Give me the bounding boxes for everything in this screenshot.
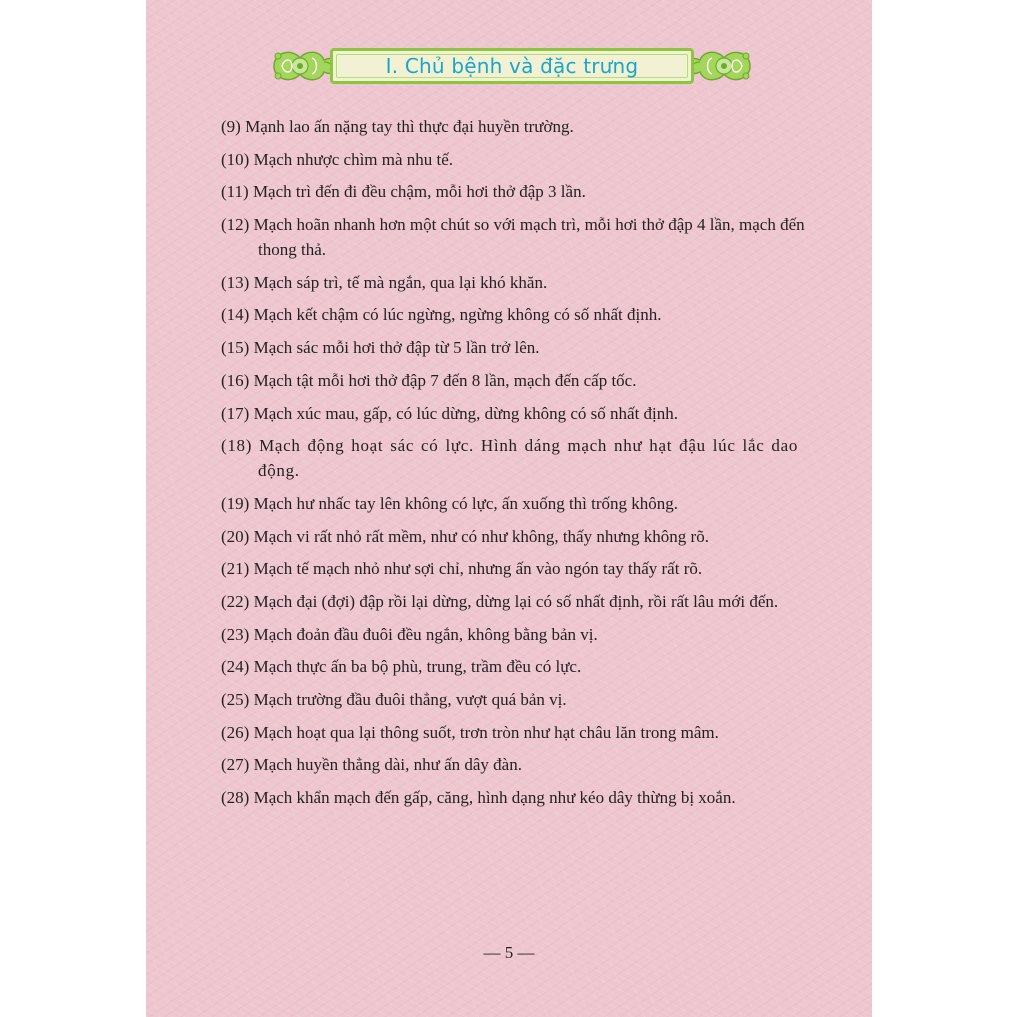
list-item: (10) Mạch nhược chìm mà nhu tế. xyxy=(221,149,454,169)
list-item: (24) Mạch thực ấn ba bộ phù, trung, trầm đều có lực. xyxy=(221,657,582,677)
book-page xyxy=(146,0,872,1017)
list-item: (13) Mạch sáp trì, tế mà ngắn, qua lại khó khăn. xyxy=(221,272,548,292)
list-item: (22) Mạch đại (đợi) đập rồi lại dừng, dừng lại có số nhất định, rồi rất lâu mới đến. xyxy=(221,591,779,611)
list-item: (16) Mạch tật mỗi hơi thở đập 7 đến 8 lần, mạch đến cấp tốc. xyxy=(221,370,637,390)
list-item: (14) Mạch kết chậm có lúc ngừng, ngừng không có số nhất định. xyxy=(221,305,662,325)
list-item: (12) Mạch hoãn nhanh hơn một chút so với mạch trì, mỗi hơi thở đập 4 lần, mạch đến thong thả. xyxy=(221,215,805,260)
list-item: (23) Mạch đoản đầu đuôi đều ngắn, không bằng bản vị. xyxy=(221,624,598,644)
list-item: (27) Mạch huyền thẳng dài, như ấn dây đàn. xyxy=(221,755,522,775)
list-item: (28) Mạch khẩn mạch đến gấp, căng, hình dạng như kéo dây thừng bị xoắn. xyxy=(221,788,736,808)
pulse-type-list xyxy=(221,114,811,818)
list-item: (17) Mạch xúc mau, gấp, có lúc dừng, dừng không có số nhất định. xyxy=(221,403,679,423)
list-item: (25) Mạch trường đầu đuôi thẳng, vượt quá bản vị. xyxy=(221,690,567,709)
list-item: (9) Mạnh lao ấn nặng tay thì thực đại huyền trường. xyxy=(221,117,574,136)
section-header-banner xyxy=(266,44,758,88)
list-item: (21) Mạch tế mạch nhỏ như sợi chỉ, nhưng ấn vào ngón tay thấy rất rõ. xyxy=(221,559,703,579)
list-item: (18) Mạch động hoạt sác có lực. Hình dáng mạch như hạt đậu lúc lắc dao động. xyxy=(221,436,799,481)
list-item: (11) Mạch trì đến đi đều chậm, mỗi hơi thở đập 3 lần. xyxy=(221,182,586,202)
page-number: — 5 — xyxy=(483,943,535,962)
section-title: I. Chủ bệnh và đặc trưng xyxy=(385,54,639,78)
list-item: (15) Mạch sác mỗi hơi thở đập từ 5 lần trở lên. xyxy=(221,338,540,358)
list-item: (20) Mạch vi rất nhỏ rất mềm, như có như không, thấy nhưng không rõ. xyxy=(221,526,709,546)
list-item: (19) Mạch hư nhấc tay lên không có lực, ấn xuống thì trống không. xyxy=(221,493,679,513)
list-item: (26) Mạch hoạt qua lại thông suốt, trơn tròn như hạt châu lăn trong mâm. xyxy=(221,722,719,742)
header-title-box xyxy=(330,48,694,84)
